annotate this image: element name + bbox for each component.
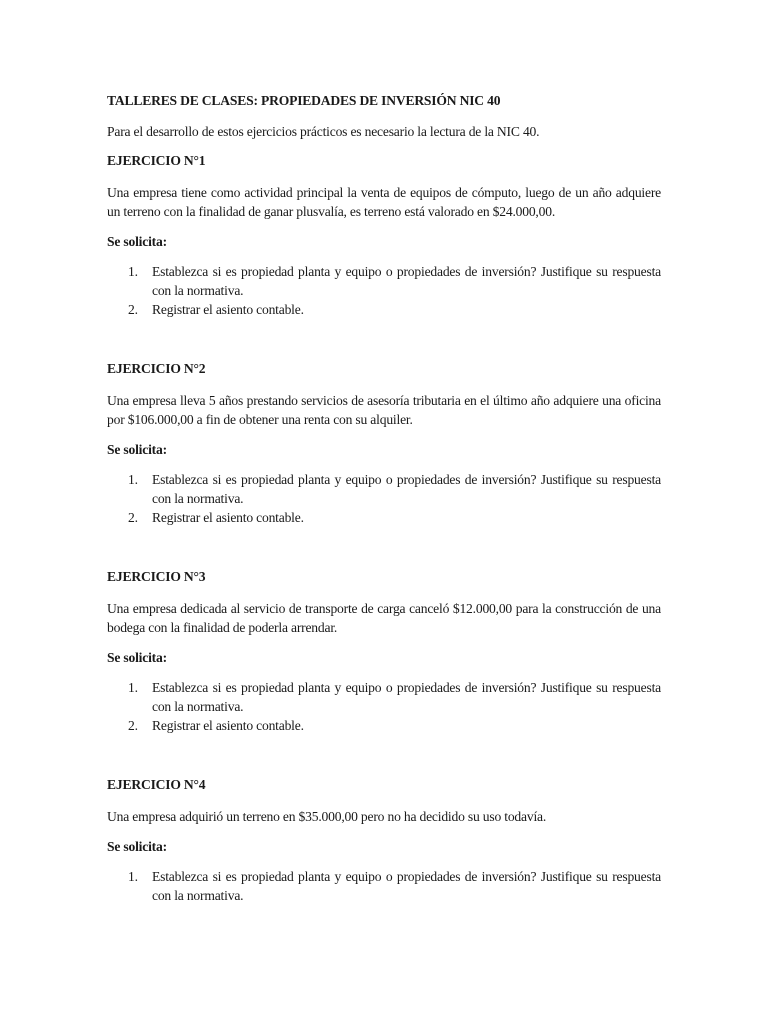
task-list <box>107 867 661 905</box>
exercise-heading: EJERCICIO N°3 <box>107 569 206 584</box>
exercise-heading: EJERCICIO N°1 <box>107 153 206 168</box>
exercise-4 <box>107 775 661 905</box>
exercise-statement: Una empresa lleva 5 años prestando servicios de asesoría tributaria en el último año adquiere una oficina por $106.000,00 a fin de obtener una renta con su alquiler. <box>107 393 661 427</box>
task-item <box>107 716 661 735</box>
task-list <box>107 262 661 319</box>
task-number: 1. <box>128 472 138 487</box>
exercise-heading: EJERCICIO N°2 <box>107 361 206 376</box>
task-item <box>107 508 661 527</box>
task-number: 2. <box>128 302 138 317</box>
document-title: TALLERES DE CLASES: PROPIEDADES DE INVERSIÓN NIC 40 <box>107 93 501 108</box>
exercise-statement: Una empresa adquirió un terreno en $35.000,00 pero no ha decidido su uso todavía. <box>107 809 547 824</box>
task-item <box>107 867 661 905</box>
solicita-label: Se solicita: <box>107 839 167 854</box>
task-list <box>107 470 661 527</box>
solicita-label: Se solicita: <box>107 234 167 249</box>
task-number: 1. <box>128 869 138 884</box>
exercise-3 <box>107 567 661 735</box>
task-text: Registrar el asiento contable. <box>152 510 304 525</box>
task-text: Registrar el asiento contable. <box>152 302 304 317</box>
task-number: 2. <box>128 510 138 525</box>
exercise-2 <box>107 359 661 527</box>
task-item <box>107 262 661 300</box>
document-intro: Para el desarrollo de estos ejercicios prácticos es necesario la lectura de la NIC 40. <box>107 124 540 139</box>
task-text: Establezca si es propiedad planta y equipo o propiedades de inversión? Justifique su respuesta con la normativa. <box>152 869 661 903</box>
task-list <box>107 678 661 735</box>
task-item <box>107 470 661 508</box>
task-text: Establezca si es propiedad planta y equipo o propiedades de inversión? Justifique su respuesta con la normativa. <box>152 472 661 506</box>
exercise-heading: EJERCICIO N°4 <box>107 777 206 792</box>
task-item <box>107 300 661 319</box>
exercise-1 <box>107 151 661 319</box>
exercise-statement: Una empresa tiene como actividad principal la venta de equipos de cómputo, luego de un año adquiere un terreno con la finalidad de ganar plusvalía, es terreno está valorado en $24.000,00. <box>107 185 661 219</box>
task-number: 1. <box>128 264 138 279</box>
task-text: Establezca si es propiedad planta y equipo o propiedades de inversión? Justifique su respuesta con la normativa. <box>152 264 661 298</box>
solicita-label: Se solicita: <box>107 650 167 665</box>
task-number: 2. <box>128 718 138 733</box>
task-item <box>107 678 661 716</box>
task-text: Registrar el asiento contable. <box>152 718 304 733</box>
task-number: 1. <box>128 680 138 695</box>
task-text: Establezca si es propiedad planta y equipo o propiedades de inversión? Justifique su respuesta con la normativa. <box>152 680 661 714</box>
exercise-statement: Una empresa dedicada al servicio de transporte de carga canceló $12.000,00 para la construcción de una bodega con la finalidad de poderla arrendar. <box>107 601 661 635</box>
solicita-label: Se solicita: <box>107 442 167 457</box>
